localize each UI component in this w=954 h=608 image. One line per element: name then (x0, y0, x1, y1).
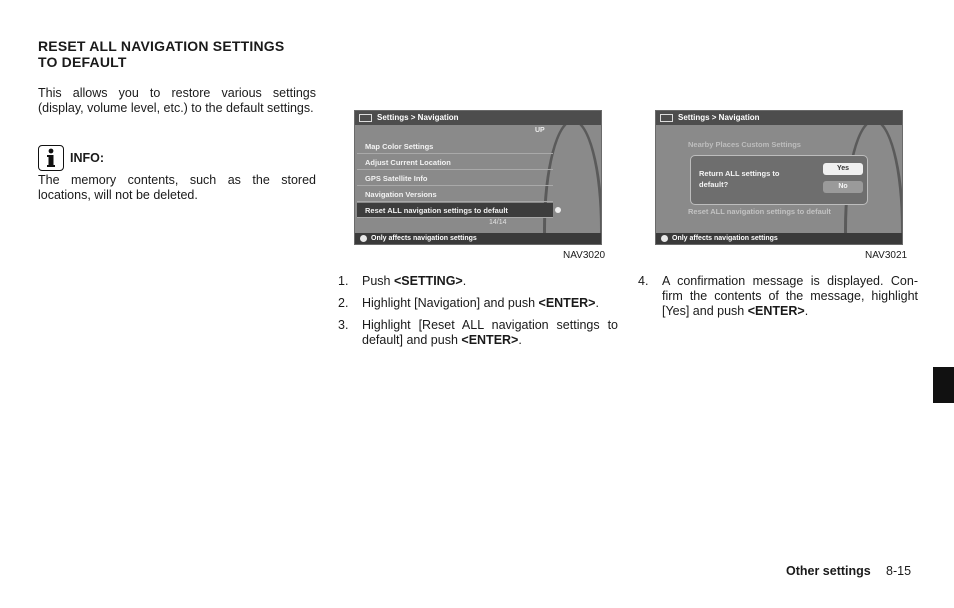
menu-item-reset-all[interactable]: Reset ALL navigation settings to default (357, 203, 553, 218)
menu-item-gps-info[interactable]: GPS Satellite Info (357, 171, 553, 186)
screen-footer-bar (355, 233, 601, 244)
step-text (362, 274, 618, 289)
screen-title: Settings > Navigation (377, 113, 459, 122)
step-number: 2. (338, 296, 349, 310)
figure-caption-nav3021: NAV3021 (865, 250, 908, 261)
step-text (362, 318, 618, 348)
intro-paragraph: This allows you to restore various settings (display, volume level, etc.) to the default settings. (38, 86, 316, 115)
info-dot-icon (360, 235, 367, 242)
dialog-message-line2: default? (699, 180, 729, 189)
step-key: <ENTER> (747, 304, 805, 318)
step-number: 1. (338, 274, 349, 288)
footer-section-name: Other settings (786, 564, 871, 578)
step-text-post: . (595, 296, 599, 310)
step-item (638, 274, 918, 319)
settings-screen-icon (359, 114, 372, 122)
screen-footer-bar (656, 233, 902, 244)
info-header (38, 145, 104, 171)
step-text-post: . (462, 274, 467, 288)
info-icon (38, 145, 64, 171)
step-text-pre: Highlight [Navigation] and push (362, 296, 539, 310)
info-label: INFO: (70, 151, 105, 165)
info-paragraph: The memory contents, such as the stored locations, will not be deleted. (38, 173, 316, 202)
step-key: <SETTING> (393, 274, 463, 288)
menu-item-nav-versions[interactable]: Navigation Versions (357, 187, 553, 202)
page-counter: 14/14 (489, 219, 507, 226)
step-text-pre: A confirmation message is displayed. Con-firm the contents of the message, highlight [Yes] and push (662, 274, 918, 318)
confirm-dialog (690, 155, 868, 205)
screen-footer-text: Only affects navigation settings (672, 235, 778, 242)
section-heading-line2: TO DEFAULT (38, 54, 127, 70)
step-number: 4. (638, 274, 649, 288)
scroll-up-label: UP (535, 127, 545, 134)
dialog-message (699, 168, 779, 190)
yes-button[interactable]: Yes (823, 163, 863, 175)
step-text (662, 274, 918, 319)
step-text-post: . (518, 333, 522, 347)
step-text-pre: Highlight [Reset ALL navigation settings to default] and push (362, 318, 618, 347)
screen-title-bar (355, 111, 601, 125)
faded-menu-item-top: Nearby Places Custom Settings (688, 140, 801, 149)
nav-screen-menu (354, 110, 602, 245)
dialog-message-line1: Return ALL settings to (699, 169, 780, 178)
no-button[interactable]: No (823, 181, 863, 193)
scroll-position-dot (555, 207, 561, 213)
info-dot-icon (661, 235, 668, 242)
info-i-glyph (45, 148, 57, 168)
step-number: 3. (338, 318, 349, 332)
figure-caption-nav3020: NAV3020 (563, 250, 606, 261)
footer-page-number: 8-15 (886, 564, 912, 578)
menu-item-map-color[interactable]: Map Color Settings (357, 139, 553, 154)
nav-screen-confirm (655, 110, 903, 245)
faded-menu-item-bottom: Reset ALL navigation settings to default (688, 207, 831, 216)
screen-title-bar (656, 111, 902, 125)
step-key: <ENTER> (538, 296, 596, 310)
section-heading-line1: RESET ALL NAVIGATION SETTINGS (38, 38, 285, 54)
step-text-post: . (804, 304, 809, 318)
section-heading (38, 38, 328, 70)
menu-item-adjust-location[interactable]: Adjust Current Location (357, 155, 553, 170)
chapter-tab (933, 367, 954, 403)
screen-footer-text: Only affects navigation settings (371, 235, 477, 242)
screen-title: Settings > Navigation (678, 113, 760, 122)
step-key: <ENTER> (461, 333, 519, 347)
step-text (362, 296, 618, 311)
step-item (338, 274, 618, 289)
step-item (338, 296, 618, 311)
step-text-pre: Push (362, 274, 394, 288)
settings-screen-icon (660, 114, 673, 122)
step-item (338, 318, 618, 348)
